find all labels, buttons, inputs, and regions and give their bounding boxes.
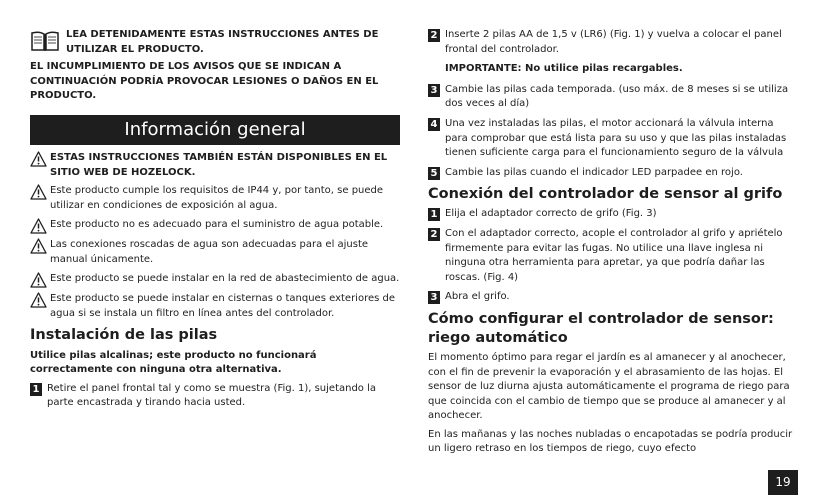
step-text: Elija el adaptador correcto de grifo (Fig. 3) (445, 208, 657, 220)
step-number: 2 (428, 29, 440, 42)
page-number: 19 (768, 470, 798, 495)
step-text: Abra el grifo. (445, 291, 510, 303)
warning-triangle-icon (30, 184, 47, 200)
warning-triangle-icon (30, 238, 47, 254)
step-text: Cambie las pilas cada temporada. (uso máx. de 8 meses si se utiliza dos veces al día) (445, 83, 789, 110)
warning-item (30, 218, 400, 234)
step-number: 3 (428, 291, 440, 304)
warning-triangle-icon (30, 292, 47, 308)
read-instructions-header (30, 28, 400, 57)
warning-triangle-icon (30, 151, 47, 167)
step-text: Cambie las pilas cuando el indicador LED parpadee en rojo. (445, 166, 743, 178)
warning-notice: EL INCUMPLIMIENTO DE LOS AVISOS QUE SE INDICAN A CONTINUACIÓN PODRÍA PROVOCAR LESIONES O DAÑOS EN EL PRODUCTO. (30, 61, 379, 102)
warning-text: ESTAS INSTRUCCIONES TAMBIÉN ESTÁN DISPONIBLES EN EL SITIO WEB DE HOZELOCK. (50, 151, 388, 178)
step-text: Inserte 2 pilas AA de 1,5 v (LR6) (Fig. 1) y vuelva a colocar el panel frontal del controlador. (445, 29, 782, 55)
warning-text: Las conexiones roscadas de agua son adecuadas para el ajuste manual únicamente. (50, 239, 369, 265)
battery-step (428, 28, 796, 57)
battery-heading: Instalación de las pilas (30, 326, 218, 343)
connection-step (428, 227, 796, 285)
step-number: 1 (30, 383, 42, 396)
section-banner: Información general (30, 115, 400, 145)
warning-item (30, 184, 400, 213)
connection-step (428, 290, 796, 305)
right-column (428, 28, 796, 457)
connection-heading: Conexión del controlador de sensor al grifo (428, 186, 783, 203)
warning-item (30, 151, 400, 180)
battery-note: Utilice pilas alcalinas; este producto no funcionará correctamente con ninguna otra alternativa. (30, 349, 317, 376)
warning-text: Este producto cumple los requisitos de IP44 y, por tanto, se puede utilizar en condiciones de exposición al agua. (50, 185, 384, 212)
warning-item (30, 292, 400, 321)
config-paragraph: El momento óptimo para regar el jardín es al amanecer y al anochecer, con el fin de prevenir la evaporación y el abrasamiento de las hojas. El sensor de luz diurna ajusta automáticamente el programa de riego para que coincida con el cambio de tiempo que se produce al amanecer y al anochecer. (428, 351, 790, 422)
step-text: Una vez instaladas las pilas, el motor accionará la válvula interna para comprobar que está lista para su uso y que las pilas instaladas tienen suficiente carga para el funcionamiento seguro de la válvula (445, 117, 787, 159)
battery-step (428, 83, 796, 112)
connection-step (428, 207, 796, 222)
step-number: 3 (428, 84, 440, 97)
battery-step (428, 166, 796, 181)
battery-step (30, 382, 400, 411)
warning-text: Este producto se puede instalar en la red de abastecimiento de agua. (50, 272, 400, 284)
warning-text: Este producto no es adecuado para el suministro de agua potable. (50, 218, 384, 230)
left-column (30, 28, 400, 416)
important-note: IMPORTANTE: No utilice pilas recargables. (445, 63, 683, 75)
step-number: 2 (428, 228, 440, 241)
warning-text: Este producto se puede instalar en cisternas o tanques exteriores de agua si se instala un filtro en línea antes del controlador. (50, 293, 396, 319)
read-instructions-line1: LEA DETENIDAMENTE ESTAS INSTRUCCIONES ANTES DE (66, 29, 379, 40)
warning-triangle-icon (30, 218, 47, 234)
step-number: 4 (428, 118, 440, 131)
read-instructions-line2: UTILIZAR EL PRODUCTO. (66, 43, 204, 55)
warning-item (30, 272, 400, 288)
step-number: 1 (428, 208, 440, 221)
step-text: Con el adaptador correcto, acople el controlador al grifo y apriételo firmemente para evitar las fugas. No utilice una llave inglesa ni ninguna otra herramienta para apretar, ya que podría dañar las roscas. (Fig. 4) (445, 227, 783, 283)
config-heading: Cómo configurar el controlador de sensor: riego automático (428, 310, 774, 346)
config-paragraph: En las mañanas y las noches nubladas o encapotadas se podría producir un ligero retraso en los tiempos de riego, cuyo efecto (428, 428, 793, 455)
warning-item (30, 238, 400, 267)
step-number: 5 (428, 167, 440, 180)
battery-step (428, 117, 796, 161)
step-text: Retire el panel frontal tal y como se muestra (Fig. 1), sujetando la parte encastrada y tirando hacia usted. (47, 382, 377, 409)
open-book-icon (30, 29, 60, 53)
warning-triangle-icon (30, 272, 47, 288)
